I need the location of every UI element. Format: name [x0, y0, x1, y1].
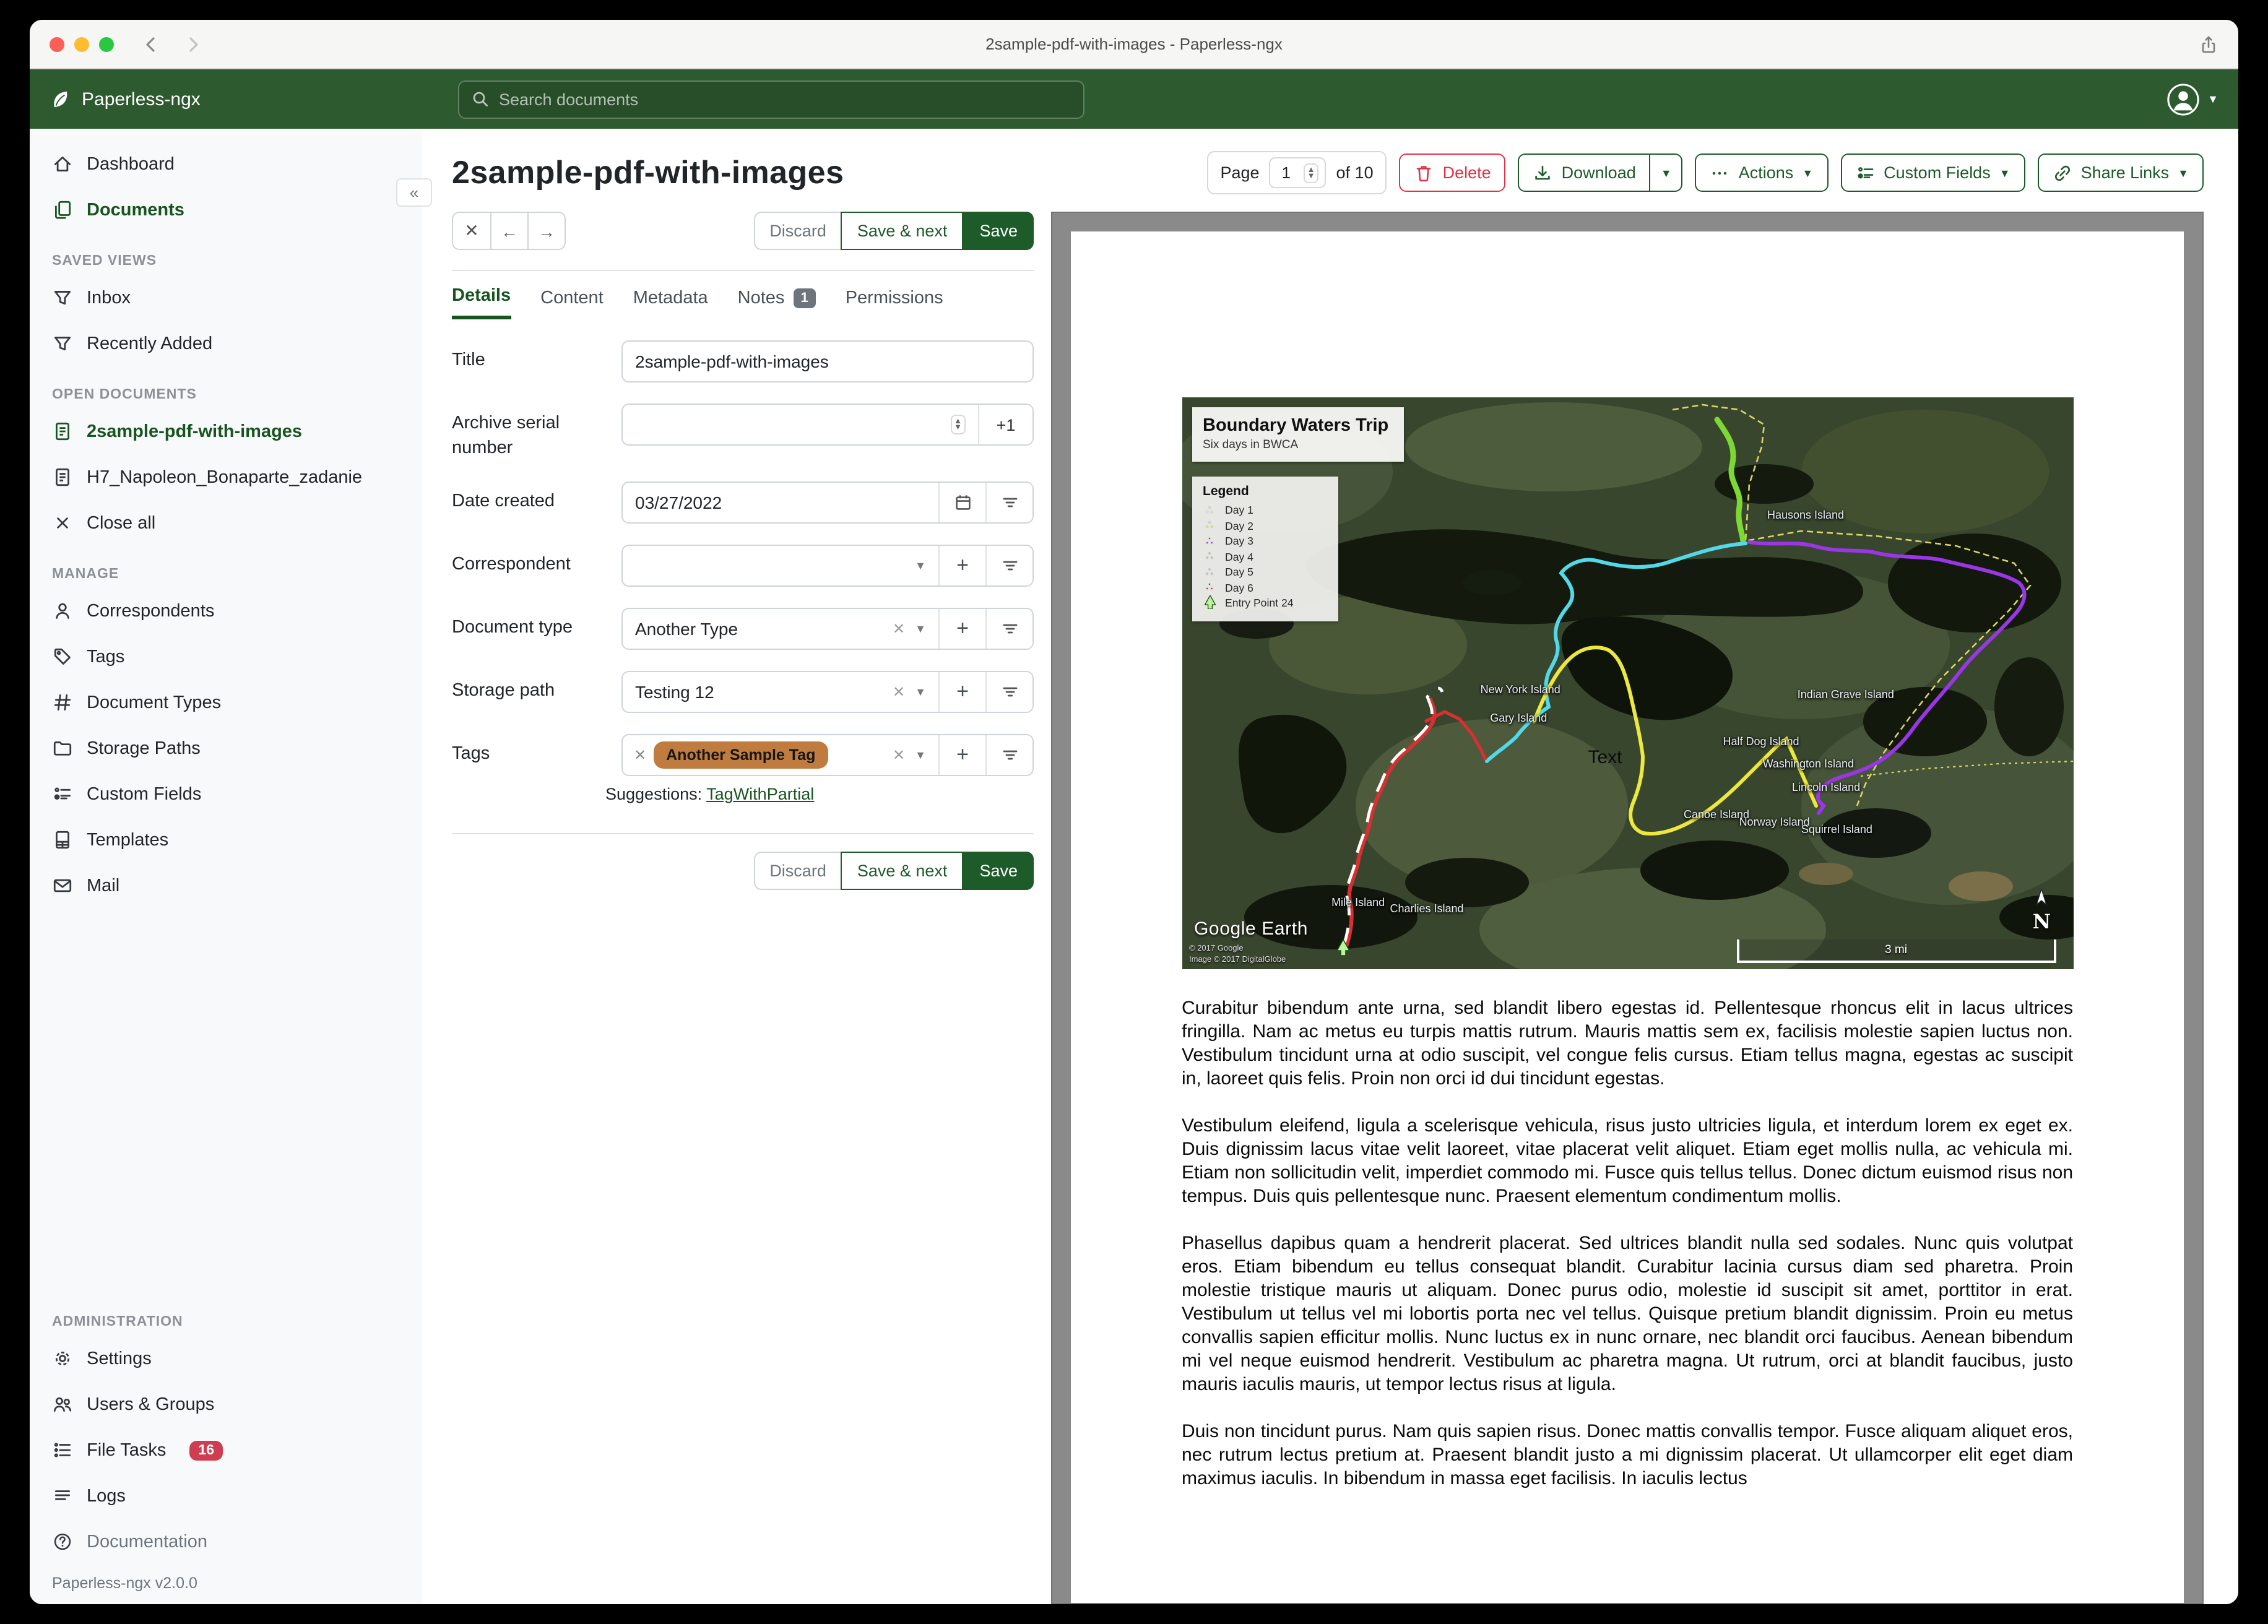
island-label: Lincoln Island [1792, 781, 1861, 794]
sidebar-item-open-doc-2[interactable] [30, 454, 422, 500]
download-label: Download [1561, 163, 1636, 182]
tag-suggestion-link[interactable]: TagWithPartial [706, 785, 815, 804]
sidebar-item-mail[interactable] [30, 863, 422, 909]
sidebar-item-label: Document Types [87, 693, 222, 712]
correspondent-select[interactable] [623, 546, 915, 585]
compass-n: N [2032, 910, 2051, 933]
folder-icon [52, 738, 73, 759]
minimize-window-button[interactable] [74, 37, 89, 51]
app-navbar [30, 69, 2238, 129]
sidebar-item-document-types[interactable] [30, 680, 422, 725]
hash-icon [52, 692, 73, 713]
sidebar-item-tags[interactable] [30, 634, 422, 680]
zoom-window-button[interactable] [99, 37, 114, 51]
document-edit-form [452, 212, 1034, 1604]
island-label: Mile Island [1331, 896, 1385, 909]
download-split-button [1518, 153, 1683, 192]
lines-icon [52, 1485, 73, 1506]
ellipsis-icon [1710, 163, 1730, 183]
window-title: 2sample-pdf-with-images - Paperless-ngx [985, 35, 1283, 53]
date-created-label: Date created [452, 491, 555, 512]
list-check-icon [1855, 163, 1875, 183]
chevron-down-icon[interactable]: ▼ [915, 749, 926, 762]
day3-marker-icon: ∴ [1206, 534, 1213, 547]
custom-fields-button[interactable] [1840, 153, 2025, 192]
question-circle-icon [52, 1531, 73, 1552]
share-icon[interactable] [2199, 34, 2218, 54]
title-input[interactable] [623, 342, 1032, 381]
paragraph: Phasellus dapibus quam a hendrerit placerat. Sed ultrices blandit nulla sed sodales. Nunc quis volutpat eros. Etiam bibendum eu tellus consequat blandit. Curabitur lacinia cursus diam sed pharetra. Proin molestie tristique mauris ut aliquam. Donec purus odio, molestie id suscipit sit amet, porttitor in erat. Vestibulum ut tellus vel mi lobortis porta nec vel tellus. Quisque pretium blandit dignissim. Proin eu metus convallis sapien efficitur mollis. Nunc luctus ex in nunc ornare, nec blandit orci faucibus. Aenean bibendum mi vel neque euismod hendrerit. Vestibulum ac pharetra magna. Ut rutrum, orci at blandit faucibus, justo mauris iaculis mauris, ut tempor lectus risus at ligula. [1182, 1233, 2073, 1395]
list-check-icon [52, 784, 73, 805]
remove-tag-icon[interactable]: ✕ [634, 746, 647, 764]
filter-icon [1000, 493, 1019, 512]
download-icon [1533, 163, 1553, 183]
island-label: Hausons Island [1767, 508, 1845, 521]
map-image [1182, 397, 2073, 969]
sidebar-item-correspondents[interactable] [30, 588, 422, 634]
actions-label: Actions [1738, 163, 1794, 182]
envelope-icon [52, 875, 73, 896]
task-list-icon [52, 1440, 73, 1461]
island-label: Washington Island [1762, 757, 1855, 770]
gear-icon [52, 1348, 73, 1369]
correspondent-label: Correspondent [452, 555, 571, 575]
share-links-label: Share Links [2080, 163, 2170, 182]
map-subtitle: Six days in BWCA [1203, 438, 1299, 452]
copyright-google: © 2017 Google [1189, 944, 1244, 953]
tag-chip[interactable]: Another Sample Tag [654, 741, 828, 769]
stepper-arrows-icon[interactable]: ▲ ▼ [1304, 163, 1319, 183]
sidebar-item-dashboard[interactable] [30, 141, 422, 187]
chevron-down-icon: ▼ [2178, 166, 2189, 179]
sidebar-header-saved-views: SAVED VIEWS [52, 254, 157, 269]
paragraph: Vestibulum eleifend, ligula a scelerisque vehicula, risus justo ultricies ligula, et interdum lorem ex eget ex. Duis dignissim lacus vitae velit laoreet, vitae placerat velit aliquet. Etiam eget mollis nulla, ac vehicula mi. Etiam non sollicitudin velit, imperdiet commodo mi. Fusce quis tellus tellus. Donec dictum euismod risus non tempus. Duis quis pellentesque nunc. Praesent elementum condimentum mollis. [1182, 1115, 2073, 1207]
content-area [30, 129, 2238, 1604]
island-label: Gary Island [1490, 711, 1547, 724]
document-type-filter-button[interactable] [985, 609, 1032, 649]
page-number: 1 [1281, 163, 1291, 182]
sidebar-item-label: Custom Fields [87, 784, 202, 804]
clear-icon[interactable]: ✕ [893, 620, 906, 638]
sidebar-item-label: Logs [87, 1486, 126, 1506]
map-title: Boundary Waters Trip [1203, 416, 1389, 436]
date-created-input[interactable] [623, 483, 938, 522]
pdf-page [1071, 231, 2184, 1603]
sidebar-item-label: File Tasks [87, 1440, 167, 1460]
avatar-icon [2166, 82, 2200, 116]
add-document-type-button[interactable]: + [938, 609, 985, 649]
island-label: Squirrel Island [1801, 823, 1872, 836]
sidebar-item-label: Inbox [87, 288, 131, 308]
scale-bar [1736, 939, 2056, 963]
clear-icon[interactable]: ✕ [893, 683, 906, 701]
macos-titlebar [30, 20, 2238, 69]
people-icon [52, 1394, 73, 1415]
sidebar-item-label: Mail [87, 876, 120, 896]
sidebar-item-templates[interactable] [30, 817, 422, 863]
download-button[interactable] [1518, 153, 1651, 192]
discard-button[interactable]: Discard [753, 212, 842, 250]
add-tag-button[interactable]: + [938, 735, 985, 775]
paperless-logo-icon [50, 89, 71, 110]
tab-metadata[interactable]: Metadata [633, 288, 708, 308]
sidebar-item-recently-added[interactable] [30, 321, 422, 366]
traffic-lights [50, 37, 114, 51]
sidebar-item-label: Dashboard [87, 154, 175, 174]
main-panel [422, 129, 2238, 1604]
documents-icon [52, 199, 73, 220]
house-icon [52, 153, 73, 175]
chevron-down-icon: ▼ [1802, 166, 1814, 179]
filter-icon [1000, 745, 1019, 765]
file-icon [52, 829, 73, 850]
island-label: New York Island [1480, 683, 1560, 696]
entry-point-icon [1203, 595, 1216, 611]
storage-path-select[interactable] [623, 672, 893, 712]
page-title: 2sample-pdf-with-images [452, 153, 844, 191]
sidebar-item-label: Templates [87, 830, 169, 850]
person-icon [52, 600, 73, 621]
island-label: Norway Island [1739, 816, 1810, 829]
file-text-icon [52, 421, 73, 442]
sidebar-item-storage-paths[interactable] [30, 725, 422, 771]
add-storage-path-button[interactable]: + [938, 672, 985, 712]
sidebar-item-label: Storage Paths [87, 738, 201, 758]
delete-button[interactable] [1400, 153, 1506, 192]
sidebar-item-open-doc-1[interactable] [30, 408, 422, 454]
sidebar-item-close-all[interactable] [30, 500, 422, 546]
chevron-down-icon: ▼ [1999, 166, 2010, 179]
calendar-icon [953, 493, 972, 512]
day1-marker-icon: ∴ [1206, 503, 1213, 516]
chevron-down-icon[interactable]: ▼ [915, 559, 926, 572]
sidebar-item-logs[interactable] [30, 1473, 422, 1519]
filter-icon [1000, 682, 1019, 702]
download-menu-button[interactable]: ▼ [1651, 153, 1683, 192]
save-button[interactable]: Save [963, 212, 1034, 250]
day2-marker-icon: ∴ [1206, 519, 1213, 532]
legend-title: Legend [1203, 484, 1249, 499]
sidebar-collapse-button[interactable]: « [396, 178, 432, 207]
asn-input[interactable] [623, 405, 950, 444]
delete-label: Delete [1442, 163, 1491, 182]
google-earth-watermark: Google Earth [1194, 918, 1308, 939]
sidebar-item-documentation[interactable] [30, 1519, 422, 1565]
document-type-label: Document type [452, 618, 573, 638]
previous-document-button[interactable]: ← [490, 213, 527, 249]
compass [2032, 889, 2051, 933]
sidebar-item-users-groups[interactable] [30, 1381, 422, 1427]
save-button-bottom[interactable]: Save [963, 852, 1034, 890]
paragraph: Curabitur bibendum ante urna, sed blandit libero egestas id. Pellentesque rhoncus elit in lacus ultrices fringilla. Nam ac metus eu turpis mattis rutrum. Mauris mattis sem ex, facilisis molestie sapien luctus non. Vestibulum tincidunt urna at odio suscipit, vel congue felis cursus. Etiam tellus magna, egestas ac suscipit in, laoreet quis felis. Proin non orci id dui tincidunt egestas. [1182, 998, 2073, 1089]
suggestions-label: Suggestions: [605, 785, 703, 804]
map-legend: Legend ∴ Day 1 ∴ Day 2 ∴ Day 3 ∴ Day 4 ∴ Day 5 ∴ Day 6 Entry Point 24 [1192, 477, 1338, 621]
sidebar-item-file-tasks[interactable] [30, 1427, 422, 1473]
map-text-label: Text [1588, 747, 1622, 769]
document-type-select[interactable] [623, 609, 893, 649]
close-document-button[interactable]: ✕ [453, 213, 490, 249]
sidebar-item-label: H7_Napoleon_Bonaparte_zadanie [87, 467, 363, 487]
share-links-button[interactable] [2038, 153, 2204, 192]
day5-marker-icon: ∴ [1206, 565, 1213, 578]
asn-stepper-icon[interactable]: ▲ ▼ [950, 415, 966, 434]
tags-select[interactable] [623, 735, 893, 775]
day6-marker-icon: ∴ [1206, 581, 1213, 594]
day4-marker-icon: ∴ [1206, 550, 1213, 563]
detail-tabs [452, 286, 1034, 319]
sidebar-item-inbox[interactable] [30, 275, 422, 321]
search-input[interactable] [499, 90, 1072, 108]
map-title-box [1192, 407, 1403, 462]
clear-icon[interactable]: ✕ [893, 746, 906, 764]
tags-filter-button[interactable] [985, 735, 1032, 775]
compass-arrow-icon [2033, 889, 2050, 909]
search-icon [470, 89, 490, 109]
close-window-button[interactable] [50, 37, 64, 51]
app-window [30, 20, 2238, 1604]
next-document-button[interactable]: → [527, 213, 565, 249]
date-filter-button[interactable] [985, 483, 1032, 522]
sidebar-item-label: Documents [87, 200, 184, 220]
scale-label: 3 mi [1885, 943, 1907, 957]
custom-fields-label: Custom Fields [1884, 163, 1991, 182]
funnel-icon [52, 287, 73, 308]
asn-plus-one-button[interactable]: +1 [978, 405, 1032, 444]
doc-nav-group [452, 212, 566, 250]
chevron-down-icon[interactable]: ▼ [915, 686, 926, 699]
forward-icon[interactable] [183, 34, 203, 54]
brand[interactable] [50, 89, 201, 110]
island-label: Half Dog Island [1723, 735, 1799, 748]
tab-permissions[interactable]: Permissions [845, 288, 943, 308]
page-navigator [1206, 151, 1387, 194]
storage-path-filter-button[interactable] [985, 672, 1032, 712]
sidebar-item-label: Recently Added [87, 334, 213, 353]
chevron-down-icon: ▼ [2207, 93, 2218, 105]
sidebar-header-manage: MANAGE [52, 567, 119, 582]
page-total: of 10 [1336, 163, 1374, 182]
save-button-group [753, 212, 1034, 250]
brand-label: Paperless-ngx [82, 89, 201, 110]
copyright-digitalglobe: Image © 2017 DigitalGlobe [1189, 956, 1286, 964]
funnel-icon [52, 333, 73, 354]
sidebar-item-settings[interactable] [30, 1336, 422, 1381]
filter-icon [1000, 619, 1019, 639]
correspondent-filter-button[interactable] [985, 546, 1032, 585]
sidebar [30, 129, 422, 1604]
tag-icon [52, 646, 73, 667]
document-text [1182, 996, 2073, 1490]
asn-label: Archive serial number [452, 413, 560, 458]
tags-label: Tags [452, 744, 490, 764]
trash-icon [1414, 163, 1434, 183]
notes-count-badge: 1 [793, 288, 815, 308]
sidebar-item-label: Correspondents [87, 601, 215, 621]
sidebar-header-administration: ADMINISTRATION [52, 1315, 183, 1329]
save-next-button[interactable]: Save & next [841, 212, 964, 250]
document-toolbar [1206, 151, 2204, 194]
filter-icon [1000, 556, 1019, 576]
save-next-button-bottom[interactable]: Save & next [841, 852, 964, 890]
add-correspondent-button[interactable]: + [938, 546, 985, 585]
title-label: Title [452, 350, 485, 370]
sidebar-item-label: Close all [87, 513, 156, 533]
island-label: Indian Grave Island [1797, 688, 1894, 701]
app-version: Paperless-ngx v2.0.0 [52, 1574, 197, 1592]
sidebar-item-label: Settings [87, 1349, 152, 1368]
tab-notes[interactable]: Notes 1 [738, 286, 816, 319]
actions-button[interactable] [1695, 153, 1828, 192]
calendar-button[interactable] [938, 483, 985, 522]
chevron-down-icon[interactable]: ▼ [915, 623, 926, 636]
sidebar-item-label: Documentation [87, 1532, 208, 1552]
sidebar-item-custom-fields[interactable] [30, 771, 422, 817]
sidebar-item-label: 2sample-pdf-with-images [87, 421, 303, 441]
sidebar-item-label: Tags [87, 647, 125, 667]
file-tasks-badge: 16 [189, 1440, 223, 1460]
search-box[interactable] [458, 80, 1084, 118]
storage-path-label: Storage path [452, 681, 555, 701]
user-menu[interactable] [2166, 82, 2218, 116]
island-label: Charlies Island [1390, 902, 1464, 915]
sidebar-header-open-documents: OPEN DOCUMENTS [52, 387, 197, 402]
page-number-stepper[interactable] [1270, 157, 1327, 188]
island-label: Canoe Island [1683, 808, 1750, 821]
sidebar-item-label: Users & Groups [87, 1394, 215, 1414]
sidebar-item-documents[interactable] [30, 187, 422, 233]
save-button-group-bottom [753, 852, 1034, 890]
tab-content[interactable]: Content [540, 288, 604, 308]
link-icon [2053, 163, 2072, 183]
file-text-icon [52, 467, 73, 488]
pdf-preview-pane[interactable] [1051, 212, 2204, 1604]
back-icon[interactable] [141, 34, 161, 54]
paragraph: Duis non tincidunt purus. Nam quis sapien risus. Donec mattis convallis tempor. Fusce aliquam aliquet eros, nec rutrum lectus pretium at. Praesent blandit justo a mi dignissim placerat. Ut ullamcorper elit eget diam maximus iaculis. In bibendum in massa eget facilisis. In iaculis lectus [1182, 1421, 2073, 1489]
page-label: Page [1220, 163, 1260, 182]
tab-details[interactable]: Details [452, 286, 511, 319]
close-icon [52, 512, 73, 533]
discard-button-bottom[interactable]: Discard [753, 852, 842, 890]
